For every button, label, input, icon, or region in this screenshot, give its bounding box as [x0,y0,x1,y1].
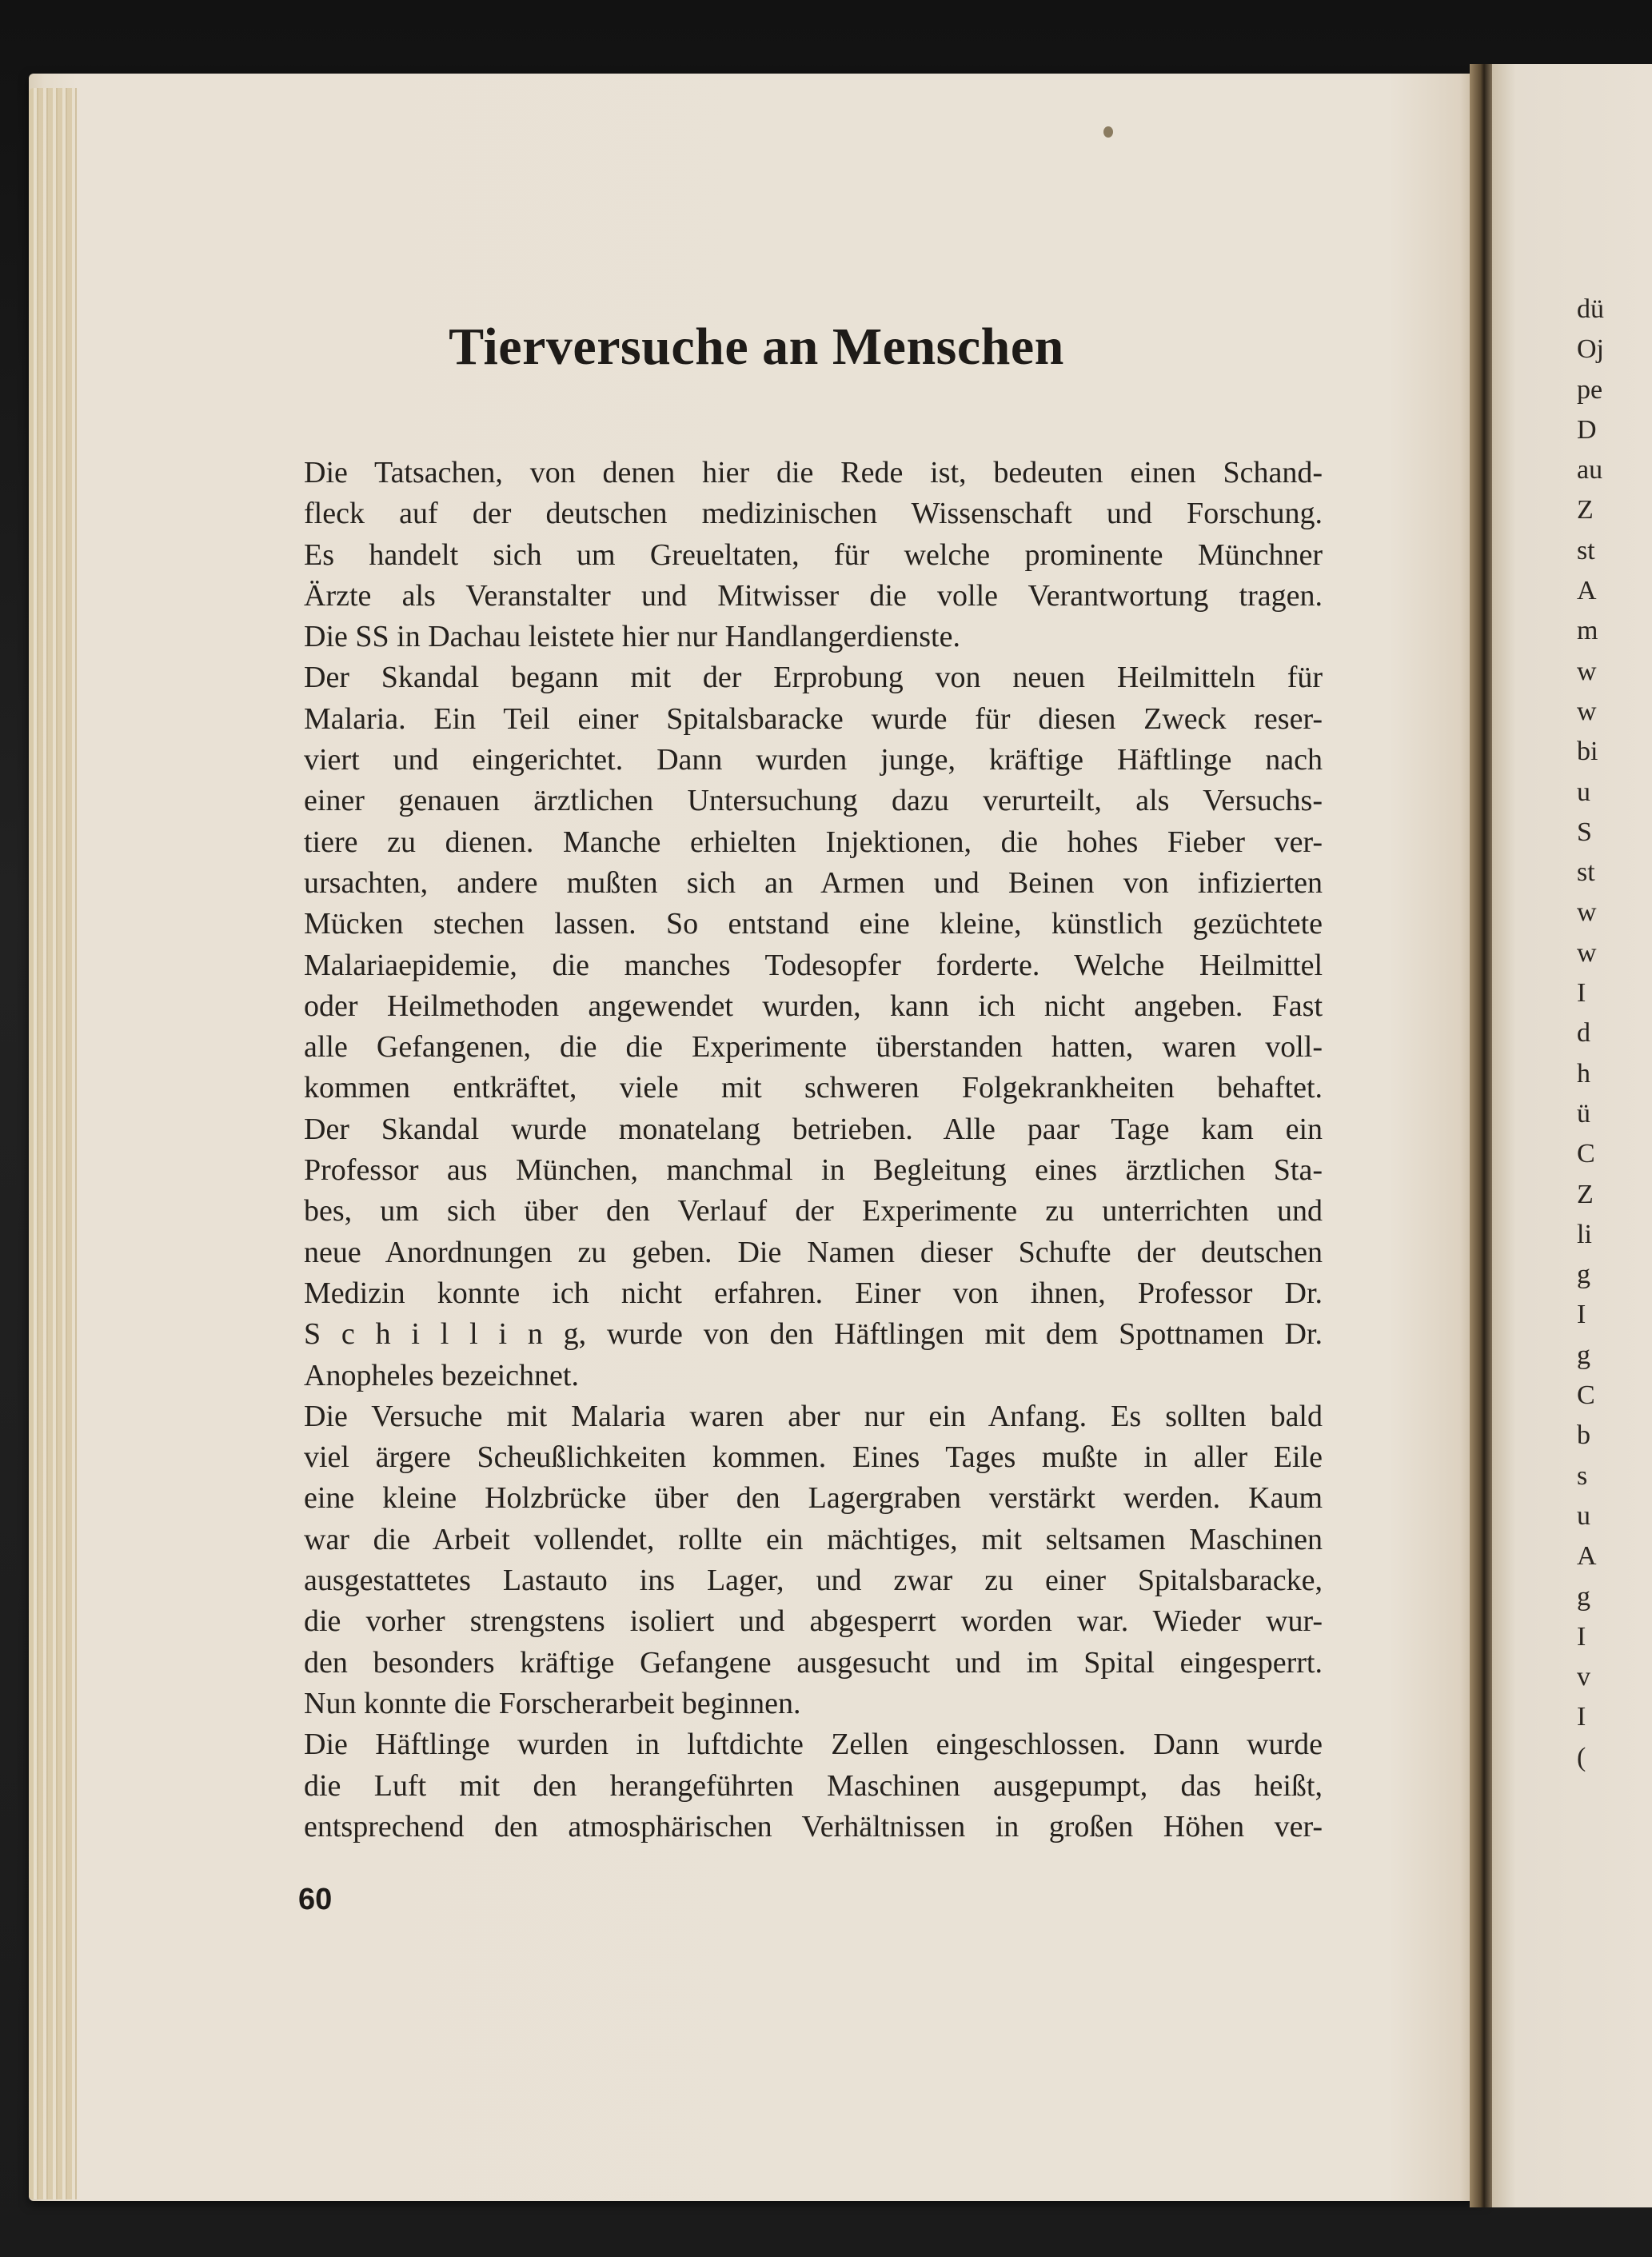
right-page-fragment: h [1577,1058,1590,1089]
right-page-fragment: I [1577,1621,1586,1652]
right-page-fragment: I [1577,1300,1586,1330]
right-page-fragment: w [1577,656,1597,686]
right-page-fragment: w [1577,897,1597,928]
right-page-fragment: b [1577,1420,1590,1451]
right-page-fragment: I [1577,978,1586,1009]
text-line: Malariaepidemie, die manches Todesopfer forderte. Welche Heilmittel [304,948,1323,982]
text-line: Die SS in Dachau leistete hier nur Handlangerdienste. [304,620,960,654]
chapter-title: Tierversuche an Menschen [449,318,1064,377]
page-edges [29,88,77,2199]
text-line: Professor aus München, manchmal in Begleitung eines ärztlichen Sta- [304,1153,1323,1188]
right-page-fragment: au [1577,455,1603,485]
right-page-fragment: li [1577,1219,1592,1249]
text-line: viel ärgere Scheußlichkeiten kommen. Eines Tages mußte in aller Eile [304,1440,1323,1475]
text-line: einer genauen ärztlichen Untersuchung dazu verurteilt, als Versuchs- [304,784,1323,818]
text-line: Ärzte als Veranstalter und Mitwisser die volle Verantwortung tragen. [304,578,1323,613]
text-line: Der Skandal wurde monatelang betrieben. Alle paar Tage kam ein [304,1112,1323,1146]
text-line: den besonders kräftige Gefangene ausgesucht und im Spital eingesperrt. [304,1645,1323,1680]
right-page-fragment: Oj [1577,334,1604,365]
text-line: war die Arbeit vollendet, rollte ein mächtiges, mit seltsamen Maschinen [304,1522,1323,1556]
page-number: 60 [298,1883,333,1916]
text-line: entsprechend den atmosphärischen Verhältnissen in großen Höhen ver- [304,1809,1323,1844]
text-line: Die Versuche mit Malaria waren aber nur ein Anfang. Es sollten bald [304,1399,1323,1433]
text-line: Es handelt sich um Greueltaten, für welche prominente Münchner [304,537,1323,572]
right-page-fragment: v [1577,1662,1590,1692]
right-page-fragment: g [1577,1581,1590,1612]
text-line: Anopheles bezeichnet. [304,1358,579,1392]
right-page-fragment: s [1577,1460,1588,1491]
right-page-fragment: C [1577,1139,1595,1169]
right-page-fragment: st [1577,535,1595,565]
right-page-fragment: m [1577,616,1598,646]
right-page-fragment: ü [1577,1098,1590,1128]
text-line: fleck auf der deutschen medizinischen Wissenschaft und Forschung. [304,497,1323,531]
right-page-fragment: g [1577,1260,1590,1290]
right-page-fragment: st [1577,857,1595,888]
text-line: Nun konnte die Forscherarbeit beginnen. [304,1686,801,1720]
right-page-fragment: g [1577,1340,1590,1370]
text-line: kommen entkräftet, viele mit schweren Folgekrankheiten behaftet. [304,1071,1323,1105]
text-line: oder Heilmethoden angewendet wurden, kann ich nicht angeben. Fast [304,989,1323,1023]
text-line: Medizin konnte ich nicht erfahren. Einer von ihnen, Professor Dr. [304,1276,1323,1310]
text-line: alle Gefangenen, die die Experimente überstanden hatten, waren voll- [304,1030,1323,1065]
text-line: Malaria. Ein Teil einer Spitalsbaracke wurde für diesen Zweck reser- [304,701,1323,736]
text-line: Die Häftlinge wurden in luftdichte Zellen eingeschlossen. Dann wurde [304,1728,1323,1762]
right-page-fragment: bi [1577,737,1598,767]
right-page-fragment: A [1577,1541,1597,1572]
right-page-fragment: u [1577,1500,1590,1531]
text-line: ausgestattetes Lastauto ins Lager, und zwar zu einer Spitalsbaracke, [304,1564,1323,1598]
right-page-text-fragments [1577,290,1604,1778]
text-line: S c h i l l i n g, wurde von den Häftlingen mit dem Spottnamen Dr. [304,1317,1323,1352]
paper-speck [1103,126,1113,138]
text-line: die vorher strengstens isoliert und abgesperrt worden war. Wieder wur- [304,1604,1323,1639]
text-line: bes, um sich über den Verlauf der Experimente zu unterrichten und [304,1194,1323,1228]
right-page-fragment: S [1577,817,1592,847]
right-page-fragment: dü [1577,294,1604,324]
right-page-fragment: Z [1577,495,1594,525]
text-line: neue Anordnungen zu geben. Die Namen dieser Schufte der deutschen [304,1235,1323,1269]
text-line: Der Skandal begann mit der Erprobung von neuen Heilmitteln für [304,661,1323,695]
text-line: viert und eingerichtet. Dann wurden junge, kräftige Häftlinge nach [304,743,1323,777]
book-gutter [1470,64,1494,2207]
right-page-fragment: D [1577,414,1597,445]
text-line: eine kleine Holzbrücke über den Lagergraben verstärkt werden. Kaum [304,1481,1323,1516]
text-line: Mücken stechen lassen. So entstand eine kleine, künstlich gezüchtete [304,907,1323,941]
text-line: ursachten, andere mußten sich an Armen und Beinen von infizierten [304,865,1323,900]
right-page-fragment: w [1577,696,1597,726]
text-line: Die Tatsachen, von denen hier die Rede ist, bedeuten einen Schand- [304,456,1323,489]
right-page-fragment: w [1577,937,1597,968]
text-line: tiere zu dienen. Manche erhielten Injektionen, die hohes Fieber ver- [304,825,1323,859]
right-page-fragment: I [1577,1702,1586,1732]
right-page-fragment: Z [1577,1179,1594,1209]
right-page-fragment: A [1577,576,1597,606]
right-page-fragment: pe [1577,374,1603,405]
right-book-page [1492,64,1652,2207]
body-text [304,453,1323,1848]
right-page-fragment: d [1577,1018,1590,1049]
right-page-fragment: u [1577,777,1590,807]
right-page-fragment: C [1577,1380,1595,1411]
right-page-fragment: ( [1577,1742,1586,1772]
text-line: die Luft mit den herangeführten Maschinen ausgepumpt, das heißt, [304,1768,1323,1803]
